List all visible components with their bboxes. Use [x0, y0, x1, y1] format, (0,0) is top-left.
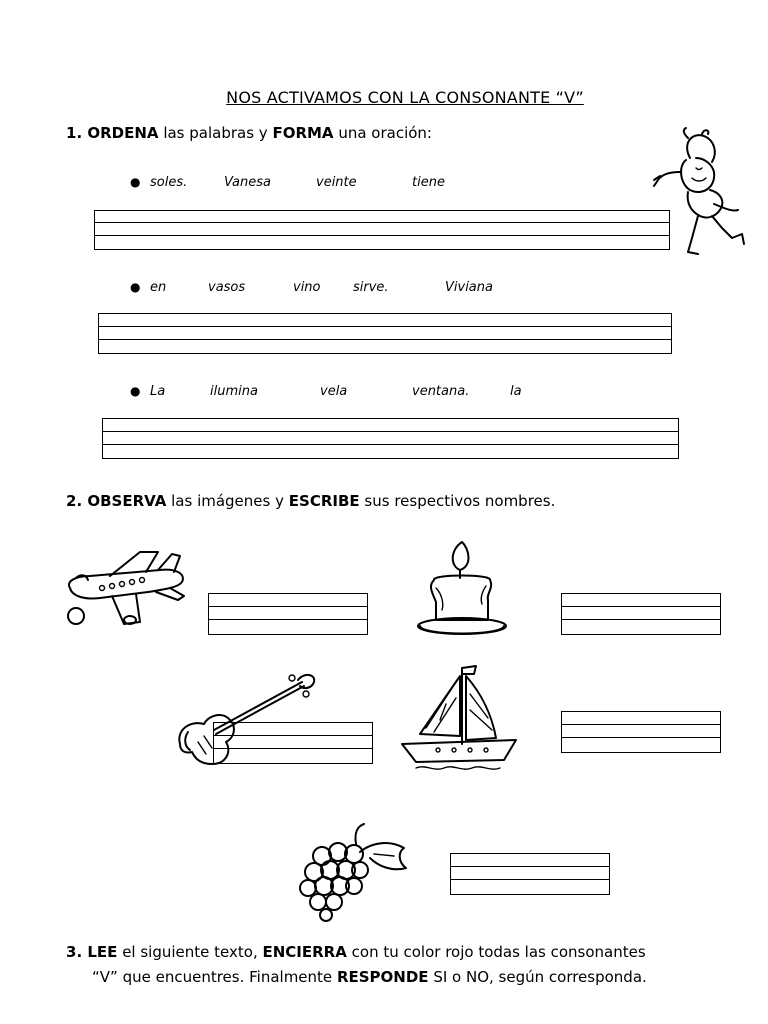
- word: La: [150, 384, 166, 399]
- section3-line2b: SI o NO, según corresponda.: [433, 968, 647, 986]
- section3-line2a: “V” que encuentres. Finalmente: [92, 968, 333, 986]
- child-icon: [652, 128, 752, 268]
- section3-verb-lee: LEE: [87, 943, 118, 961]
- word: Viviana: [445, 280, 493, 295]
- answer-lines-candle[interactable]: [561, 593, 721, 635]
- word: en: [150, 280, 167, 295]
- section1-text2: una oración:: [338, 124, 432, 142]
- section3-instruction-line1: 3. LEE el siguiente texto, ENCIERRA con tu color rojo todas las consonantes: [66, 943, 646, 961]
- answer-lines-3[interactable]: [102, 418, 679, 459]
- section3-text2: con tu color rojo todas las consonantes: [351, 943, 646, 961]
- airplane-icon: [60, 548, 190, 634]
- answer-lines-2[interactable]: [98, 313, 672, 354]
- word: soles.: [150, 175, 188, 190]
- section3-verb-encierra: ENCIERRA: [262, 943, 347, 961]
- word: vino: [293, 280, 321, 295]
- candle-icon: [414, 540, 510, 642]
- section3-verb-responde: RESPONDE: [336, 968, 429, 986]
- section3-text1: el siguiente texto,: [122, 943, 258, 961]
- word: vela: [320, 384, 348, 399]
- section2-text2: sus respectivos nombres.: [364, 492, 556, 510]
- section2-instruction: 2. OBSERVA las imágenes y ESCRIBE sus respectivos nombres.: [66, 492, 556, 510]
- section2-verb-observa: OBSERVA: [87, 492, 167, 510]
- answer-lines-airplane[interactable]: [208, 593, 368, 635]
- bullet-icon: ●: [130, 280, 141, 294]
- section1-number: 1: [66, 124, 77, 142]
- word: veinte: [316, 175, 357, 190]
- section2-text1: las imágenes y: [171, 492, 284, 510]
- section3-number: 3: [66, 943, 77, 961]
- section3-instruction-line2: [92, 968, 647, 986]
- section1-verb-forma: FORMA: [272, 124, 334, 142]
- word: Vanesa: [224, 175, 272, 190]
- answer-lines-1[interactable]: [94, 210, 670, 250]
- answer-lines-violin[interactable]: [213, 722, 373, 764]
- section2-verb-escribe: ESCRIBE: [288, 492, 360, 510]
- section2-number: 2: [66, 492, 77, 510]
- section1-text1: las palabras y: [163, 124, 268, 142]
- word: sirve.: [353, 280, 389, 295]
- section1-verb-ordena: ORDENA: [87, 124, 159, 142]
- word: ventana.: [412, 384, 470, 399]
- section1-instruction: 1. ORDENA las palabras y FORMA una oración:: [66, 124, 432, 142]
- bullet-icon: ●: [130, 384, 141, 398]
- answer-lines-grapes[interactable]: [450, 853, 610, 895]
- grapes-icon: [294, 822, 414, 922]
- word: la: [510, 384, 522, 399]
- answer-lines-sailboat[interactable]: [561, 711, 721, 753]
- word: tiene: [412, 175, 445, 190]
- page-title: NOS ACTIVAMOS CON LA CONSONANTE “V”: [226, 88, 584, 107]
- word: vasos: [208, 280, 246, 295]
- bullet-icon: ●: [130, 175, 141, 189]
- word: ilumina: [210, 384, 258, 399]
- sailboat-icon: [396, 664, 522, 776]
